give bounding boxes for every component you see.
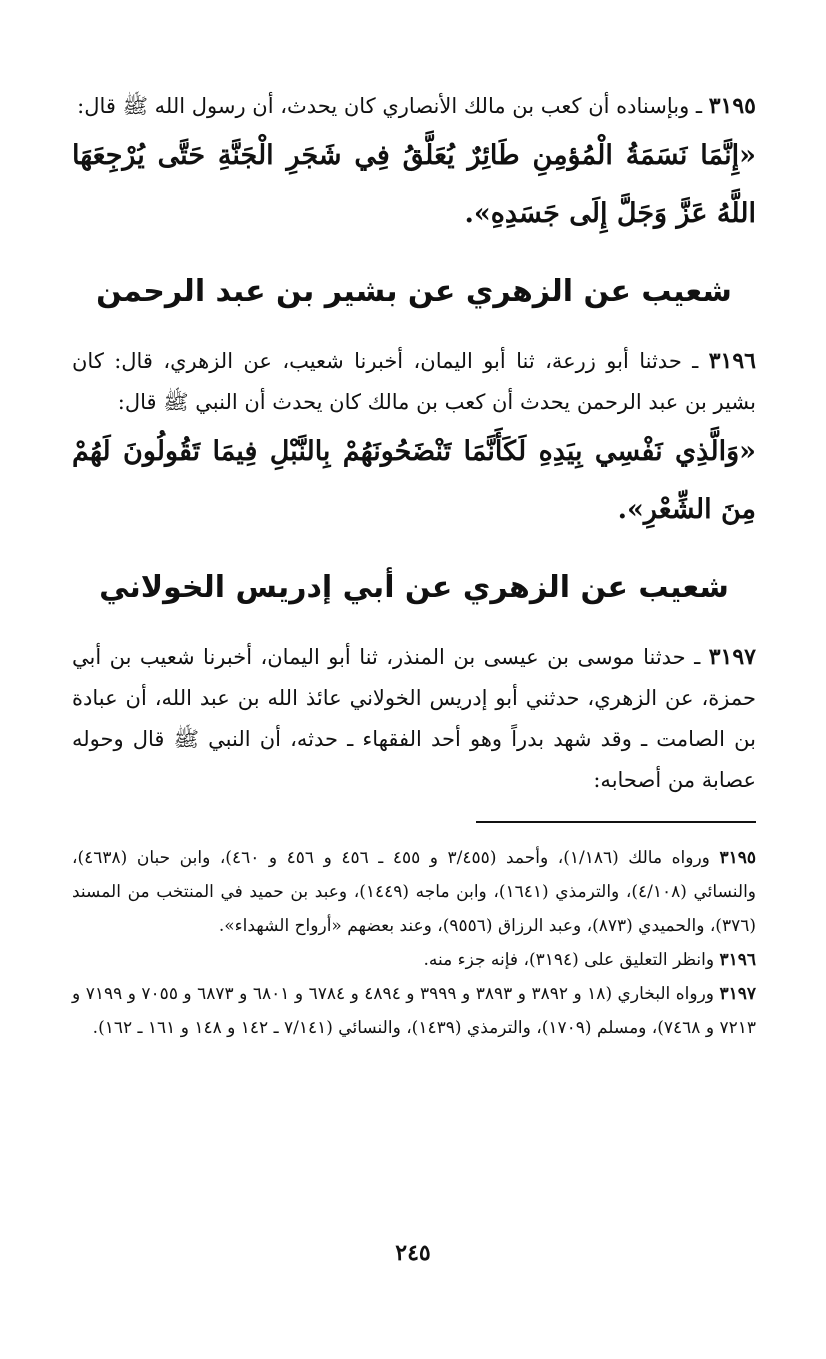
footnotes bbox=[72, 841, 756, 1045]
isnad-text: ـ وبإسناده أن كعب بن مالك الأنصاري كان يحدث، أن رسول الله ﷺ قال: bbox=[77, 94, 703, 118]
footnote-number: ٣١٩٦ bbox=[719, 950, 756, 970]
footnote bbox=[72, 841, 756, 943]
isnad-paragraph bbox=[72, 341, 756, 423]
matn-text: «إِنَّمَا نَسَمَةُ الْمُؤمِنِ طَائِرٌ يُعَلَّقُ فِي شَجَرِ الْجَنَّةِ حَتَّى يُرْجِعَهَا اللَّهُ عَزَّ وَجَلَّ إِلَى جَسَدِهِ». bbox=[72, 140, 756, 229]
footnote-text: وانظر التعليق على (٣١٩٤)، فإنه جزء منه. bbox=[423, 950, 715, 970]
section-heading: شعيب عن الزهري عن بشير بن عبد الرحمن bbox=[96, 274, 732, 309]
footnote bbox=[72, 977, 756, 1045]
hadith-number: ٣١٩٦ bbox=[708, 348, 756, 374]
hadith-number: ٣١٩٧ bbox=[708, 644, 756, 670]
section-heading: شعيب عن الزهري عن أبي إدريس الخولاني bbox=[99, 570, 729, 605]
hadith-3195 bbox=[72, 86, 756, 243]
footnote-number: ٣١٩٥ bbox=[719, 848, 756, 868]
footnote bbox=[72, 943, 756, 977]
hadith-number: ٣١٩٥ bbox=[708, 93, 756, 119]
hadith-3197 bbox=[72, 637, 756, 801]
footnote-number: ٣١٩٧ bbox=[719, 984, 757, 1004]
isnad-text: ـ حدثنا موسى بن عيسى بن المنذر، ثنا أبو اليمان، أخبرنا شعيب بن أبي حمزة، عن الزهري، حدثني أبو إدريس الخولاني عائذ الله بن عبد الله، أن عبادة بن الصامت ـ وقد شهد بدراً وهو أحد الفقهاء ـ حدثه، أن النبي ﷺ قال وحوله عصابة من أصحابه: bbox=[72, 645, 756, 792]
footnote-text: ورواه البخاري (١٨ و ٣٨٩٢ و ٣٨٩٣ و ٣٩٩٩ و ٤٨٩٤ و ٦٧٨٤ و ٦٨٠١ و ٦٨٧٣ و ٧٠٥٥ و ٧١٩٩ و ٧٢١٣ و ٧٤٦٨)، ومسلم (١٧٠٩)، والترمذي (١٤٣٩)، والنسائي (٧/١٤١ ـ ١٤٢ و ١٤٨ و ١٦١ ـ ١٦٢). bbox=[72, 984, 756, 1038]
isnad-text: ـ حدثنا أبو زرعة، ثنا أبو اليمان، أخبرنا شعيب، عن الزهري، قال: كان بشير بن عبد الرحمن يحدث أن كعب بن مالك كان يحدث أن النبي ﷺ قال: bbox=[72, 349, 756, 414]
isnad-paragraph bbox=[72, 86, 756, 127]
matn-text: «وَالَّذِي نَفْسِي بِيَدِهِ لَكَأَنَّمَا تَنْضَحُونَهُمْ بِالنَّبْلِ فِيمَا تَقُولُونَ لَهُمْ مِنَ الشِّعْرِ». bbox=[72, 436, 756, 525]
page-number: ٢٤٥ bbox=[395, 1240, 431, 1266]
hadith-3196 bbox=[72, 341, 756, 539]
footnote-text: ورواه مالك (١/١٨٦)، وأحمد (٣/٤٥٥ و ٤٥٥ ـ ٤٥٦ و ٤٥٦ و ٤٦٠)، وابن حبان (٤٦٣٨)، والنسائي (٤/١٠٨)، والترمذي (١٦٤١)، وابن ماجه (١٤٤٩)، وعبد بن حميد في المنتخب من المسند (٣٧٦)، والحميدي (٨٧٣)، وعبد الرزاق (٩٥٥٦)، وعند بعضهم «أرواح الشهداء». bbox=[72, 848, 757, 936]
footnote-divider bbox=[476, 821, 756, 823]
isnad-paragraph bbox=[72, 637, 756, 801]
